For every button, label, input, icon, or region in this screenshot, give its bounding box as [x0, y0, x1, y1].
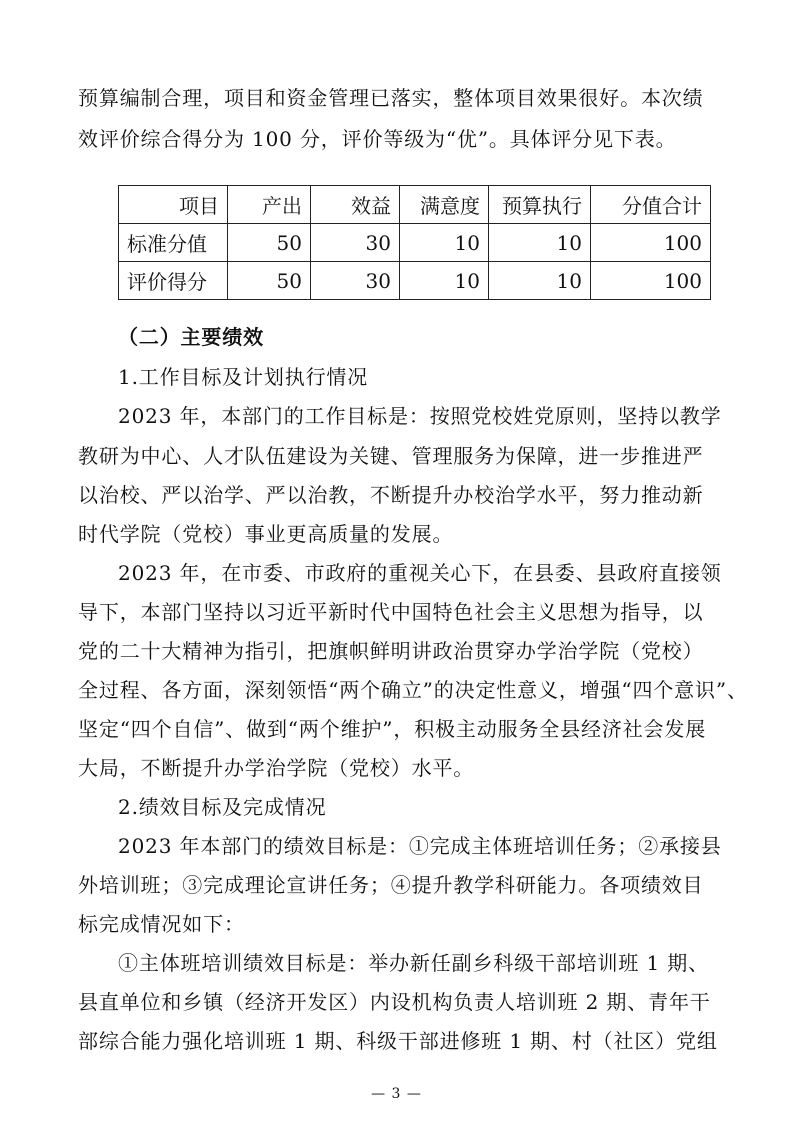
table-cell: 30 — [311, 262, 400, 300]
table-cell: 50 — [228, 224, 311, 262]
paragraph-line: 全过程、各方面，深刻领悟“两个确立”的决定性意义，增强“四个意识”、 — [78, 678, 748, 702]
score-table — [118, 185, 711, 300]
paragraph-line: 导下，本部门坚持以习近平新时代中国特色社会主义思想为指导，以 — [78, 600, 704, 624]
table-row — [119, 224, 711, 262]
table-header-cell: 产出 — [228, 186, 311, 224]
paragraph-line: 部综合能力强化培训班 1 期、科级干部进修班 1 期、村（社区）党组 — [78, 1029, 718, 1053]
table-header-cell: 效益 — [311, 186, 400, 224]
table-row-label: 标准分值 — [119, 224, 228, 262]
paragraph-line: 2023 年，本部门的工作目标是：按照党校姓党原则，坚持以教学 — [118, 404, 722, 428]
table-cell: 10 — [489, 262, 591, 300]
paragraph-line: 以治校、严以治学、严以治教，不断提升办校治学水平，努力推动新 — [78, 483, 704, 507]
table-cell: 100 — [591, 224, 711, 262]
paragraph-line: 坚定“四个自信”、做到“两个维护”，积极主动服务全县经济社会发展 — [78, 717, 707, 741]
paragraph-line: 县直单位和乡镇（经济开发区）内设机构负责人培训班 2 期、青年干 — [78, 990, 711, 1014]
intro-line-2: 效评价综合得分为 100 分，评价等级为“优”。具体评分见下表。 — [78, 127, 677, 151]
table-header-cell: 分值合计 — [591, 186, 711, 224]
table-cell: 100 — [591, 262, 711, 300]
table-header-cell: 预算执行 — [489, 186, 591, 224]
table-cell: 50 — [228, 262, 311, 300]
table-cell: 30 — [311, 224, 400, 262]
paragraph-line: 教研为中心、人才队伍建设为关键、管理服务为保障，进一步推进严 — [78, 444, 704, 468]
table-header-cell: 满意度 — [400, 186, 489, 224]
paragraph-line: 2023 年本部门的绩效目标是：①完成主体班培训任务；②承接县 — [118, 834, 722, 858]
table-row-label: 评价得分 — [119, 262, 228, 300]
page-number: — 3 — — [371, 1086, 422, 1102]
table-header-cell: 项目 — [119, 186, 228, 224]
paragraph-line: ①主体班培训绩效目标是：举办新任副乡科级干部培训班 1 期、 — [118, 951, 709, 975]
section-heading: （二）主要绩效 — [118, 325, 264, 349]
paragraph-line: 党的二十大精神为指引，把旗帜鲜明讲政治贯穿办学治学院（党校） — [78, 639, 704, 663]
table-header-row — [119, 186, 711, 224]
table-cell: 10 — [489, 224, 591, 262]
paragraph-line: 标完成情况如下： — [78, 912, 245, 936]
table-row — [119, 262, 711, 300]
intro-line-1: 预算编制合理，项目和资金管理已落实，整体项目效果很好。本次绩 — [78, 86, 704, 110]
subheading-work-goals: 1.工作目标及计划执行情况 — [118, 365, 369, 389]
table-cell: 10 — [400, 262, 489, 300]
paragraph-line: 大局，不断提升办学治学院（党校）水平。 — [78, 756, 475, 780]
subheading-performance-goals: 2.绩效目标及完成情况 — [118, 795, 327, 819]
paragraph-line: 2023 年，在市委、市政府的重视关心下，在县委、县政府直接领 — [118, 561, 722, 585]
paragraph-line: 外培训班；③完成理论宣讲任务；④提升教学科研能力。各项绩效目 — [78, 873, 704, 897]
paragraph-line: 时代学院（党校）事业更高质量的发展。 — [78, 522, 454, 546]
table-cell: 10 — [400, 224, 489, 262]
